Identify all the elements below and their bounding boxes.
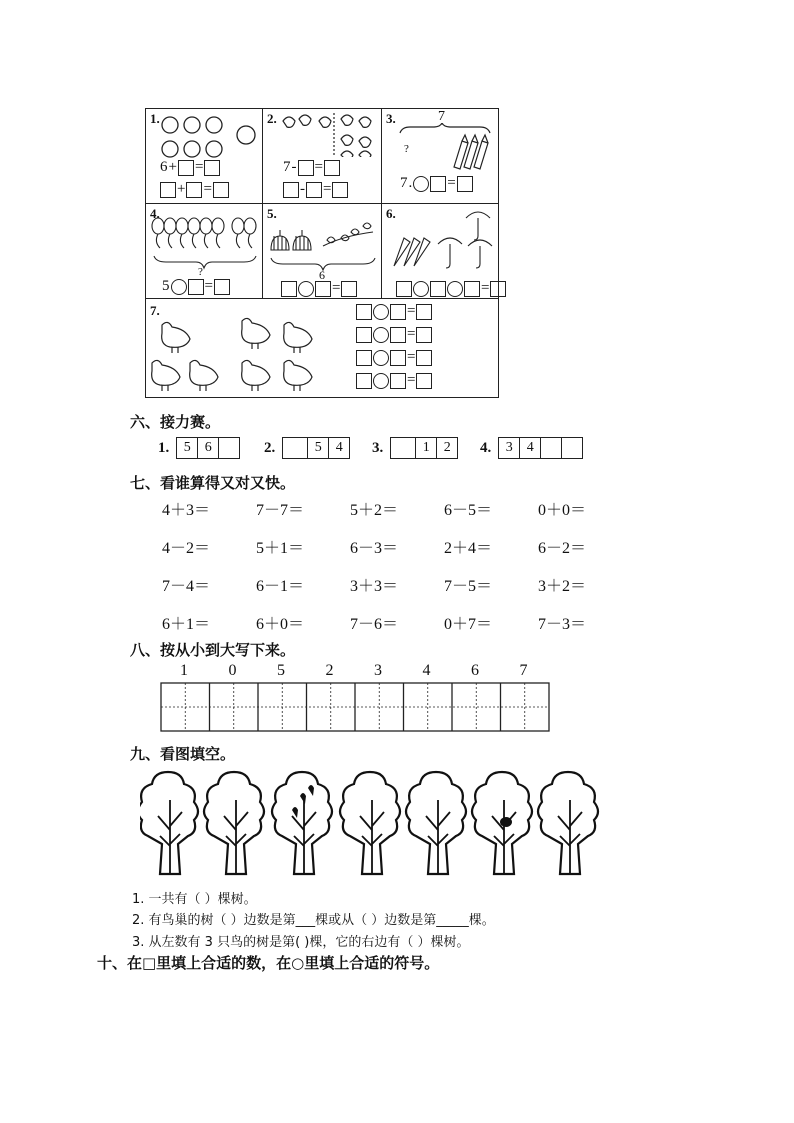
calc-expression: 0＋0＝: [538, 502, 587, 519]
question-mark: ?: [198, 266, 203, 278]
writing-grid[interactable]: [160, 682, 550, 732]
equation-1: 7 . =: [400, 175, 473, 192]
equation-2: + =: [160, 181, 229, 198]
operator-circle[interactable]: [298, 281, 314, 297]
tree-icon: [140, 772, 198, 874]
digit-label: 2: [325, 662, 334, 679]
answer-box[interactable]: [341, 281, 357, 297]
relay-box[interactable]: 5: [176, 437, 198, 459]
cages-birds-illustration: [265, 216, 381, 274]
section-7-title: 七、看谁算得又对又快。: [130, 474, 296, 492]
calc-expression: 7－3＝: [538, 616, 587, 633]
operator-circle[interactable]: [373, 350, 389, 366]
calc-expression: 3＋2＝: [538, 578, 587, 595]
digit-label: 4: [422, 662, 431, 679]
answer-box[interactable]: [214, 279, 230, 295]
answer-box[interactable]: [356, 327, 372, 343]
answer-box[interactable]: [356, 350, 372, 366]
digit-label: 3: [374, 662, 382, 679]
relay-item-3: 3. 1 2: [372, 437, 458, 459]
calc-expression: 6－2＝: [538, 540, 587, 557]
equation-row: =: [356, 303, 432, 320]
relay-box[interactable]: [561, 437, 583, 459]
problem-number: 2.: [267, 111, 277, 126]
calc-expression: 5＋1＝: [256, 540, 305, 557]
relay-box[interactable]: 4: [519, 437, 541, 459]
digit-label: 7: [519, 662, 528, 679]
calc-expression: 6＋1＝: [162, 616, 211, 633]
answer-box[interactable]: [356, 373, 372, 389]
answer-box[interactable]: [283, 182, 299, 198]
tree-icon: [538, 772, 598, 874]
operator-circle[interactable]: [413, 281, 429, 297]
equation-1: 5 =: [162, 278, 230, 295]
question-3: 3. 从左数有 3 只鸟的树是第( )棵，它的右边有（ ）棵树。: [132, 935, 470, 950]
birds-illustration: [279, 111, 379, 157]
calc-expression: 6－3＝: [350, 540, 399, 557]
calc-expression: 0＋7＝: [444, 616, 493, 633]
umbrellas-illustration: [388, 208, 496, 274]
problem-number: 6.: [386, 206, 396, 221]
operator-circle[interactable]: [447, 281, 463, 297]
calc-expression: 4－2＝: [162, 540, 211, 557]
answer-box[interactable]: [416, 304, 432, 320]
answer-box[interactable]: [490, 281, 506, 297]
answer-box[interactable]: [396, 281, 412, 297]
answer-box[interactable]: [178, 160, 194, 176]
circles-illustration: [160, 113, 260, 159]
problem-cell-1: [145, 108, 263, 204]
relay-box[interactable]: 5: [307, 437, 329, 459]
section-8-title: 八、按从小到大写下来。: [130, 641, 296, 659]
calc-expression: 7－6＝: [350, 616, 399, 633]
answer-box[interactable]: [390, 350, 406, 366]
problem-cell-4: [145, 203, 263, 299]
tree-icon: [340, 772, 400, 874]
problem-number: 3.: [386, 111, 396, 126]
calc-expression: 6＋0＝: [256, 616, 305, 633]
calc-expression: 5＋2＝: [350, 502, 399, 519]
total-label: 6: [319, 268, 325, 282]
relay-box[interactable]: 3: [498, 437, 520, 459]
equation-1: 6 + =: [160, 159, 220, 176]
answer-box[interactable]: [204, 160, 220, 176]
answer-box[interactable]: [306, 182, 322, 198]
answer-box[interactable]: [186, 182, 202, 198]
balloons-illustration: [148, 216, 260, 270]
section-6-title: 六、接力赛。: [130, 413, 221, 431]
picture-problem-grid: [145, 108, 499, 398]
calc-expression: 6－1＝: [256, 578, 305, 595]
answer-box[interactable]: [416, 373, 432, 389]
tree-icon: [204, 772, 264, 874]
equation-1: =: [281, 280, 357, 297]
operator-circle[interactable]: [373, 304, 389, 320]
calc-expression: 3＋3＝: [350, 578, 399, 595]
question-1: 1. 一共有（ ）棵树。: [132, 892, 257, 907]
answer-box[interactable]: [457, 176, 473, 192]
equation-row: =: [356, 326, 432, 343]
question-mark: ?: [404, 143, 409, 155]
answer-box[interactable]: [188, 279, 204, 295]
digit-label: 0: [228, 662, 237, 679]
section-9-title: 九、看图填空。: [130, 745, 236, 763]
problem-cell-7: [145, 298, 499, 398]
problem-cell-2: [262, 108, 382, 204]
relay-box[interactable]: 2: [436, 437, 458, 459]
answer-box[interactable]: [281, 281, 297, 297]
answer-box[interactable]: [356, 304, 372, 320]
calc-expression: 7－5＝: [444, 578, 493, 595]
tree-icon: [406, 772, 466, 874]
equation-1: =: [396, 280, 506, 297]
operator-circle[interactable]: [373, 327, 389, 343]
problem-cell-6: [381, 203, 499, 299]
total-label: 7: [438, 109, 445, 124]
answer-box[interactable]: [416, 327, 432, 343]
relay-item-4: 4. 3 4: [480, 437, 583, 459]
equation-row: =: [356, 349, 432, 366]
calc-expression: 7－7＝: [256, 502, 305, 519]
calc-expression: 4＋3＝: [162, 502, 211, 519]
answer-box[interactable]: [390, 373, 406, 389]
trees-illustration: [140, 766, 610, 882]
answer-box[interactable]: [160, 182, 176, 198]
problem-cell-5: [262, 203, 382, 299]
digit-label: 5: [277, 662, 285, 679]
problem-number: 1.: [150, 111, 160, 126]
tree-icon: [272, 772, 332, 874]
relay-box[interactable]: [390, 437, 416, 459]
ducks-illustration: [150, 313, 330, 397]
answer-box[interactable]: [213, 182, 229, 198]
answer-box[interactable]: [464, 281, 480, 297]
equation-row: =: [356, 372, 432, 389]
operator-circle[interactable]: [413, 176, 429, 192]
problem-number: 4.: [150, 206, 160, 221]
answer-box[interactable]: [298, 160, 314, 176]
answer-box[interactable]: [324, 160, 340, 176]
answer-box[interactable]: [430, 281, 446, 297]
operator-circle[interactable]: [171, 279, 187, 295]
pencils-illustration: [396, 123, 496, 171]
relay-box[interactable]: 1: [415, 437, 437, 459]
equation-2: - =: [283, 181, 348, 198]
calc-expression: 7－4＝: [162, 578, 211, 595]
section-10-title: 十、在□里填上合适的数，在○里填上合适的符号。: [97, 954, 440, 972]
calc-expression: 6－5＝: [444, 502, 493, 519]
operator-circle[interactable]: [373, 373, 389, 389]
problem-cell-3: [381, 108, 499, 204]
digit-label: 6: [471, 662, 479, 679]
relay-box[interactable]: [218, 437, 240, 459]
tree-icon: [472, 772, 532, 874]
relay-box[interactable]: 4: [328, 437, 350, 459]
relay-item-1: 1. 5 6: [158, 437, 240, 459]
answer-box[interactable]: [332, 182, 348, 198]
digit-label: 1: [180, 662, 188, 679]
equation-1: 7 - =: [283, 159, 340, 176]
problem-number: 7.: [150, 303, 160, 318]
relay-item-2: 2. 5 4: [264, 437, 350, 459]
relay-box[interactable]: [540, 437, 562, 459]
relay-box[interactable]: 6: [197, 437, 219, 459]
answer-box[interactable]: [416, 350, 432, 366]
question-2: 2. 有鸟巢的树（ ）边数是第___棵或从（ ）边数是第_____棵。: [132, 913, 495, 928]
relay-box[interactable]: [282, 437, 308, 459]
answer-box[interactable]: [390, 327, 406, 343]
calc-expression: 2＋4＝: [444, 540, 493, 557]
answer-box[interactable]: [315, 281, 331, 297]
answer-box[interactable]: [390, 304, 406, 320]
problem-number: 5.: [267, 206, 277, 221]
answer-box[interactable]: [430, 176, 446, 192]
